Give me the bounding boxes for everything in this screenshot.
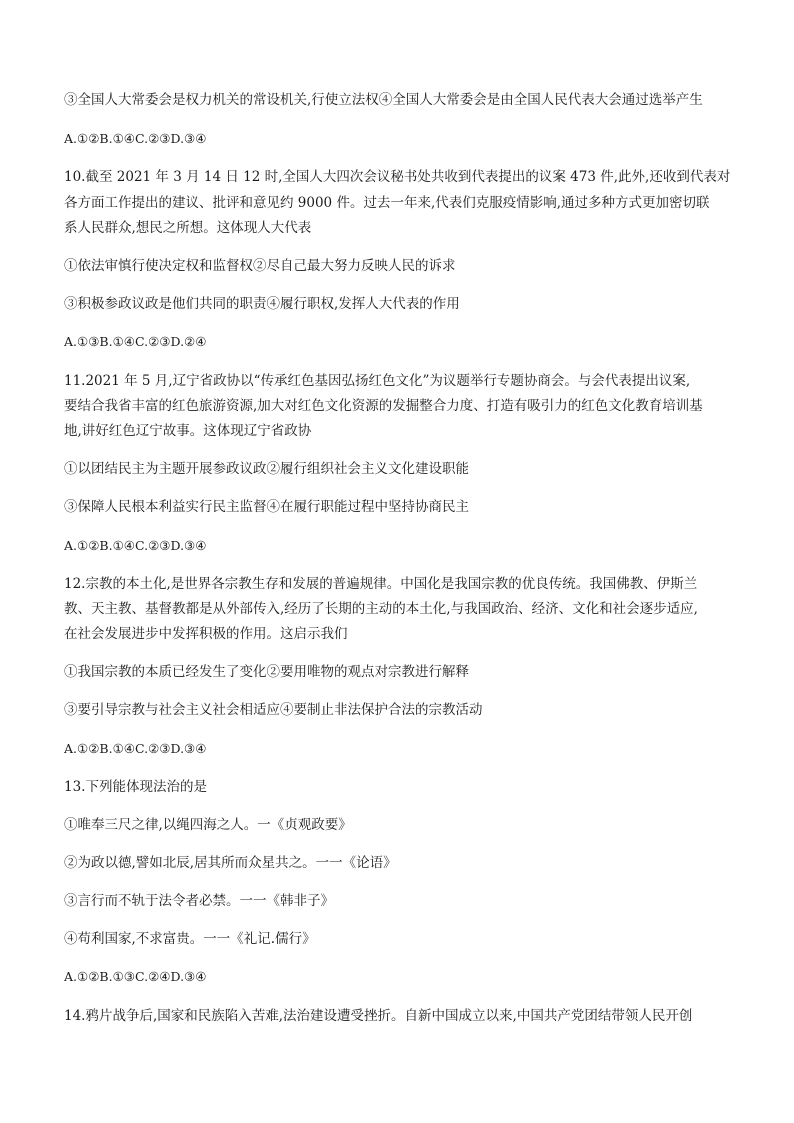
q11-stem-line-1: 11.2021 年 5 月,辽宁省政协以“传承红色基因弘扬红色文化”为议题举行专题协商会。与会代表提出议案, bbox=[64, 373, 691, 389]
q12-option-line-2: ③要引导宗教与社会主义社会相适应④要制止非法保护合法的宗教活动 bbox=[64, 702, 483, 718]
q14-stem-line-1: 14.鸦片战争后,国家和民族陷入苦难,法治建设遭受挫折。自新中国成立以来,中国共产党团结带领人民开创 bbox=[64, 1008, 693, 1024]
q12-option-line-1: ①我国宗教的本质已经发生了变化②要用唯物的观点对宗教进行解释 bbox=[64, 664, 469, 680]
q13-stem: 13.下列能体现法治的是 bbox=[64, 779, 207, 795]
q10-option-line-2: ③积极参政议政是他们共同的职责④履行职权,发挥人大代表的作用 bbox=[64, 296, 460, 312]
q11-option-line-2: ③保障人民根本利益实行民主监督④在履行职能过程中坚持协商民主 bbox=[64, 499, 469, 515]
q11-stem-line-3: 地,讲好红色辽宁故事。这体现辽宁省政协 bbox=[64, 423, 312, 439]
q10-option-line-1: ①依法审慎行使决定权和监督权②尽自己最大努力反映人民的诉求 bbox=[64, 258, 456, 274]
q13-option-1: ①唯奉三尺之律,以绳四海之人。一《贞观政要》 bbox=[64, 817, 352, 833]
q12-stem-line-2: 教、天主教、基督教都是从外部传入,经历了长期的主动的本土化,与我国政治、经济、文化和社会逐步适应, bbox=[64, 601, 698, 617]
q13-option-2: ②为政以德,譬如北辰,居其所而众星共之。一一《论语》 bbox=[64, 855, 397, 871]
q13-answer-choices: A.①②B.①③C.②④D.③④ bbox=[64, 969, 207, 984]
q11-answer-choices: A.①②B.①④C.②③D.③④ bbox=[64, 538, 207, 553]
q10-stem-line-2: 各方面工作提出的建议、批评和意见约 9000 件。过去一年来,代表们克服疫情影响,通过多种方式更加密切联 bbox=[64, 195, 710, 211]
q12-stem-line-1: 12.宗教的本土化,是世界各宗教生存和发展的普遍规律。中国化是我国宗教的优良传统。我国佛教、伊斯兰 bbox=[64, 576, 698, 592]
q13-option-3: ③言行而不轨于法令者必禁。一一《韩非子》 bbox=[64, 893, 334, 909]
q12-answer-choices: A.①②B.①④C.②③D.③④ bbox=[64, 741, 207, 756]
q12-stem-line-3: 在社会发展进步中发挥积极的作用。这启示我们 bbox=[64, 626, 348, 642]
q9-answer-choices: A.①②B.①④C.②③D.③④ bbox=[64, 131, 207, 146]
q10-answer-choices: A.①③B.①④C.②③D.②④ bbox=[64, 334, 207, 349]
q11-option-line-1: ①以团结民主为主题开展参政议政②履行组织社会主义文化建设职能 bbox=[64, 461, 469, 477]
q10-stem-line-1: 10.截至 2021 年 3 月 14 日 12 时,全国人大四次会议秘书处共收到代表提出的议案 473 件,此外,还收到代表对 bbox=[64, 169, 731, 185]
q11-stem-line-2: 要结合我省丰富的红色旅游资源,加大对红色文化资源的发掘整合力度、打造有吸引力的红色文化教育培训基 bbox=[64, 398, 703, 414]
q13-option-4: ④苟利国家,不求富贵。一一《礼记.儒行》 bbox=[64, 931, 316, 947]
q10-stem-line-3: 系人民群众,想民之所想。这体现人大代表 bbox=[64, 220, 312, 236]
q9-option-line-2: ③全国人大常委会是权力机关的常设机关,行使立法权④全国人大常委会是由全国人民代表大会通过选举产生 bbox=[64, 92, 703, 108]
